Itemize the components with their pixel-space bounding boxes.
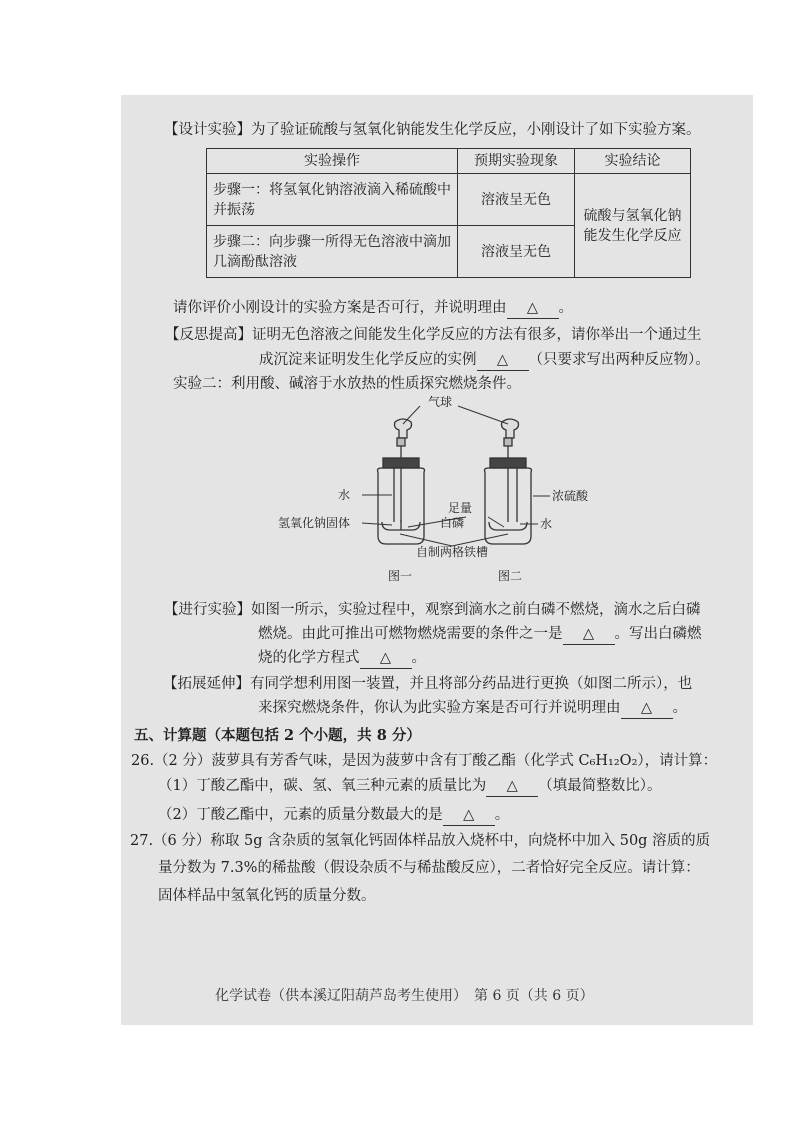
answer-blank[interactable]: △ — [563, 624, 615, 645]
conduct-line-3 — [258, 648, 426, 669]
design-intro: 为了验证硫酸与氢氧化钠能发生化学反应，小刚设计了如下实验方案。 — [251, 122, 701, 138]
header-conclusion: 实验结论 — [575, 149, 691, 174]
extend-text-1: 有同学想利用图一装置，并且将部分药品进行更换（如图二所示），也 — [250, 676, 693, 692]
q26-sub1-line — [158, 776, 661, 797]
reflect-line-1 — [165, 325, 702, 345]
conduct-line-2 — [258, 624, 702, 645]
evaluate-end: 。 — [558, 300, 573, 316]
experiment-table — [206, 148, 691, 278]
q26-sub2-text: （2）丁酸乙酯中，元素的质量分数最大的是 — [158, 807, 443, 823]
page-footer: 化学试卷（供本溪辽阳葫芦岛考生使用） 第 6 页（共 6 页） — [215, 988, 594, 1004]
step2-phenomenon: 溶液呈无色 — [458, 226, 575, 278]
conduct-tag: 【进行实验】 — [164, 602, 251, 618]
q26-line: 26.（2 分）菠萝具有芳香气味，是因为菠萝中含有丁酸乙酯（化学式 C₆H₁₂O₂），请计算： — [131, 753, 718, 769]
experiment-two-line — [173, 374, 521, 394]
conduct-text-3a: 烧的化学方程式 — [258, 650, 360, 666]
right-flask — [485, 419, 532, 544]
q26-sub1-note: （填最简整数比）。 — [538, 778, 662, 794]
evaluate-text: 请你评价小刚设计的实验方案是否可行，并说明理由 — [173, 300, 507, 316]
step1-phenomenon: 溶液呈无色 — [458, 174, 575, 226]
step1-operation: 步骤一：将氢氧化钠溶液滴入稀硫酸中并振荡 — [207, 174, 458, 226]
header-phenomenon: 预期实验现象 — [458, 149, 575, 174]
label-water-left: 水 — [338, 488, 351, 502]
label-conc-sulfuric: 浓硫酸 — [552, 489, 589, 503]
answer-blank[interactable]: △ — [360, 648, 412, 669]
conduct-text-2b: 。写出白磷燃 — [614, 626, 702, 642]
step2-operation: 步骤二：向步骤一所得无色溶液中滴加几滴酚酞溶液 — [207, 226, 458, 278]
label-water-right: 水 — [540, 517, 553, 531]
reflect-line-2 — [259, 350, 710, 371]
apparatus-figure — [270, 392, 589, 592]
answer-blank[interactable]: △ — [486, 776, 538, 797]
conduct-end: 。 — [411, 650, 426, 666]
design-experiment-line — [164, 120, 701, 140]
caption-figure-2: 图二 — [498, 569, 523, 583]
reflect-tag: 【反思提高】 — [165, 327, 252, 343]
conduct-text-2a: 燃烧。由此可推出可燃物燃烧需要的条件之一是 — [258, 626, 563, 642]
extend-tag: 【拓展延伸】 — [163, 676, 250, 692]
answer-blank[interactable]: △ — [507, 298, 559, 319]
q26-sub2-line — [158, 805, 509, 826]
conduct-text-1: 如图一所示，实验过程中，观察到滴水之前白磷不燃烧，滴水之后白磷 — [251, 602, 701, 618]
section-five-title: 五、计算题（本题包括 2 个小题，共 8 分） — [134, 727, 421, 744]
experiment-two-text: 实验二：利用酸、碱溶于水放热的性质探究燃烧条件。 — [173, 376, 521, 392]
answer-blank[interactable]: △ — [443, 805, 495, 826]
q27-line-1: 27.（6 分）称取 5g 含杂质的氢氧化钙固体样品放入烧杯中，向烧杯中加入 50g 溶质的质 — [130, 833, 711, 849]
extend-text-2: 来探究燃烧条件，你认为此实验方案是否可行并说明理由 — [258, 700, 621, 716]
label-naoh-solid: 氢氧化钠固体 — [278, 516, 351, 530]
label-balloon: 气球 — [428, 395, 453, 409]
evaluate-line — [173, 298, 573, 319]
extend-line-2 — [258, 698, 687, 719]
extend-line-1 — [163, 674, 692, 694]
reflect-text-1: 证明无色溶液之间能发生化学反应的方法有很多，请你举出一个通过生 — [252, 327, 702, 343]
label-iron-trough: 自制两格铁槽 — [416, 545, 489, 559]
answer-blank[interactable]: △ — [477, 350, 529, 371]
reflect-text-2: 成沉淀来证明发生化学反应的实例 — [259, 352, 477, 368]
extend-end: 。 — [672, 700, 687, 716]
header-operation: 实验操作 — [207, 149, 458, 174]
apparatus-diagram — [270, 392, 589, 592]
q26-sub2-end: 。 — [494, 807, 510, 823]
q26-sub1-text: （1）丁酸乙酯中，碳、氢、氧三种元素的质量比为 — [158, 778, 487, 794]
design-tag: 【设计实验】 — [164, 122, 251, 138]
label-enough: 足量 — [448, 501, 473, 515]
conduct-line-1 — [164, 600, 701, 620]
q27-line-3: 固体样品中氢氧化钙的质量分数。 — [158, 888, 376, 904]
answer-blank[interactable]: △ — [621, 698, 673, 719]
q27-line-2: 量分数为 7.3%的稀盐酸（假设杂质不与稀盐酸反应），二者恰好完全反应。请计算： — [158, 860, 700, 876]
reflect-note: （只要求写出两种反应物）。 — [528, 352, 710, 368]
caption-figure-1: 图一 — [388, 569, 413, 583]
conclusion-cell: 硫酸与氢氧化钠能发生化学反应 — [575, 174, 691, 278]
label-white-phosphorus: 白磷 — [440, 516, 465, 530]
